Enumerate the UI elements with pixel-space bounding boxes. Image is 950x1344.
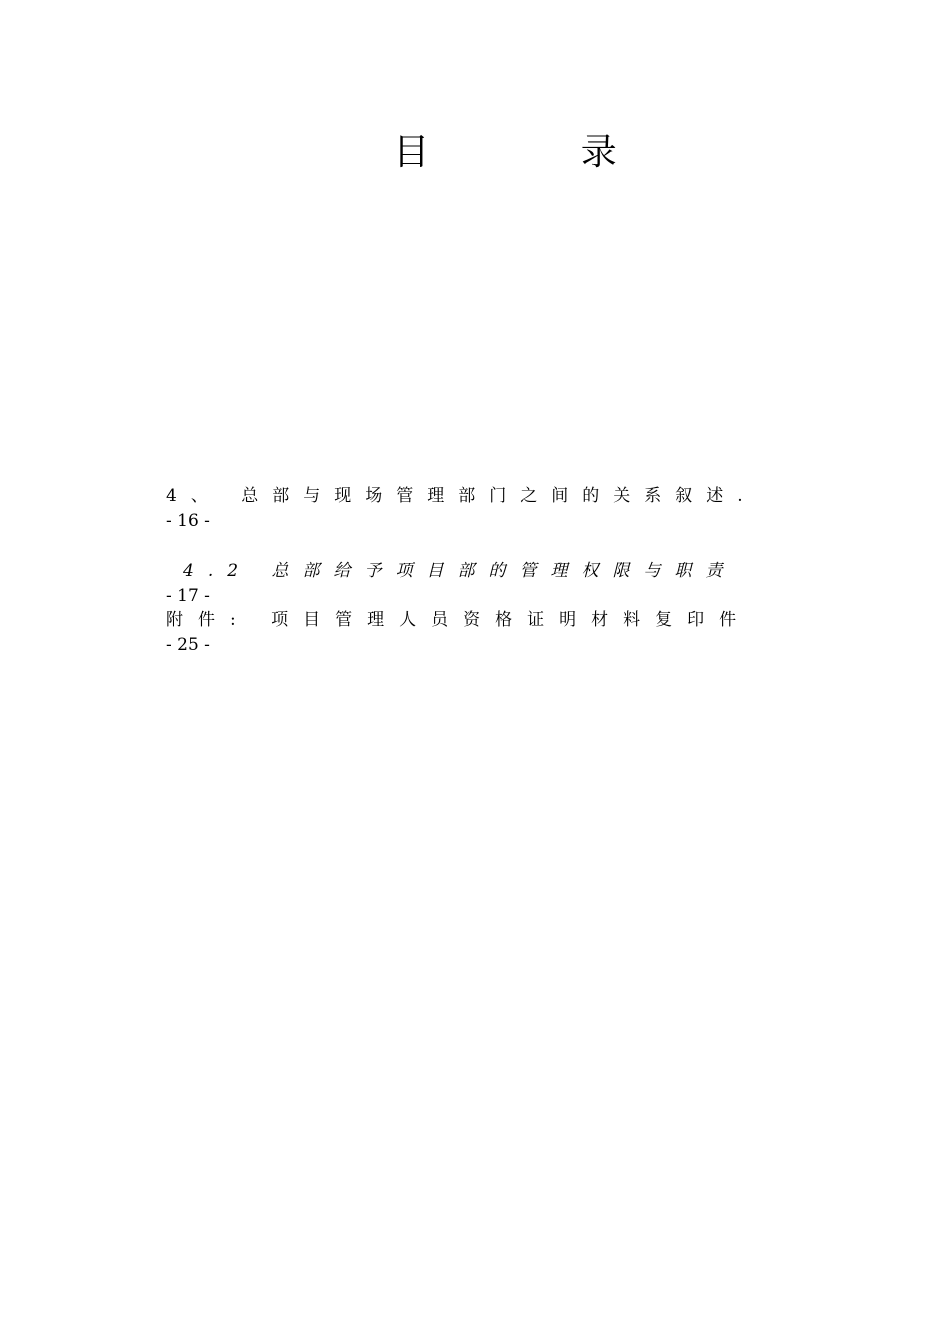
toc-title: 目 录	[393, 132, 687, 173]
toc-entry[interactable]: 4、 总部与现场管理部门之间的关系叙述. - 16 -	[166, 486, 757, 531]
toc-entry[interactable]: 4.2 总部给予项目部的管理权限与职责 - 17 -	[166, 561, 737, 606]
toc-entry[interactable]: 附件: 项目管理人员资格证明材料复印件 - 25 -	[166, 610, 752, 655]
